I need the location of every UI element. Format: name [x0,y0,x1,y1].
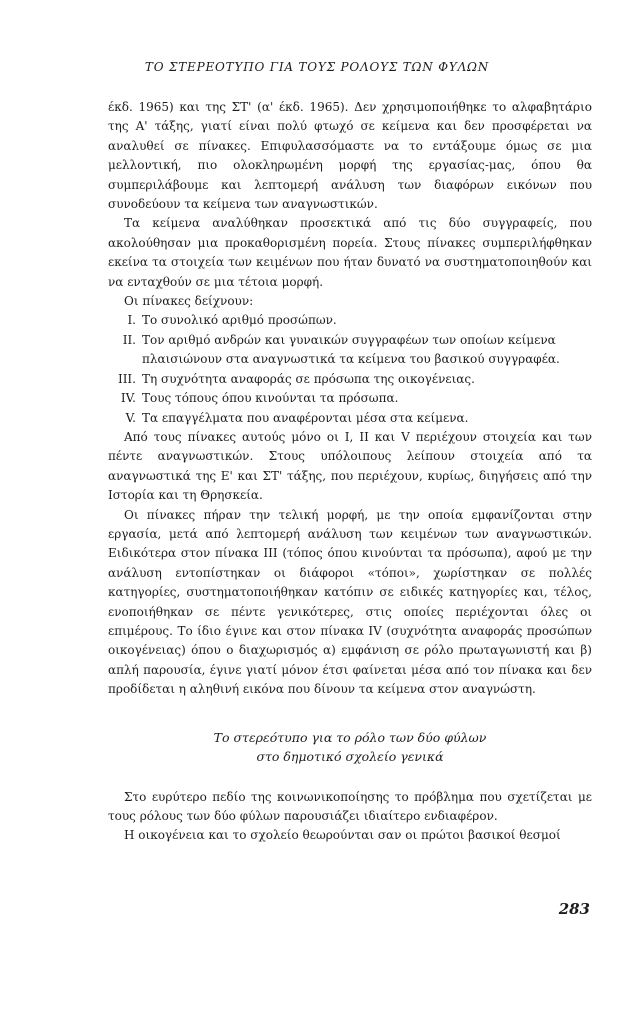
list-item [108,311,592,330]
paragraph: Από τους πίνακες αυτούς μόνο οι I, II και V περιέχουν στοιχεία και των πέντε αναγνωστικών. Στους υπόλοιπους λείπουν στοιχεία από τα αναγνωστικά της Ε' και ΣΤ' τάξης, που περιέχουν, κυρίως, διηγήσεις από την Ιστορία και τη Θρησκεία. [108,429,592,503]
paragraph: Οι πίνακες πήραν την τελική μορφή, με την οποία εμφανίζονται στην εργασία, μετά από λεπτομερή ανάλυση των κειμένων των αναγνωστικών. Ειδικότερα στον πίνακα III (τόπος όπου κινούνται τα πρόσωπα), αφού με την ανάλυση εντοπίστηκαν οι διάφοροι «τόποι», χωρίστηκαν σε πολλές κατηγορίες, συστηματοποιήθηκαν κατόπιν σε ειδικές κατηγορίες και, τέλος, ενοποιήθηκαν σε πέντε γενικότερες, στις οποίες περιέχονται όλες οι επιμέρους. Το ίδιο έγινε και στον πίνακα IV (συχνότητα αναφοράς προσώπων οικογένειας) όπου ο διαχωρισμός α) εμφάνιση σε ρόλο πρωταγωνιστή και β) απλή παρουσία, έγινε γιατί μόνον έτσι φαίνεται μέσα από τον πίνακα και δεν προδίδεται η αληθινή εικόνα που δίνουν τα κείμενα στον αναγνώστη. [108,507,592,697]
paragraph: έκδ. 1965) και της ΣΤ' (α' έκδ. 1965). Δεν χρησιμοποιήθηκε το αλφαβητάριο της Α' τάξης, γιατί είναι πολύ φτωχό σε κείμενα και δεν προσφέρεται να αναλυθεί σε πίνακες. Επιφυλασσόμαστε να το εντάξουμε όμως σε μια μελλοντική, πιο ολοκληρωμένη μορφή της εργασίας-μας, όπου θα συμπεριλάβουμε και λεπτομερή ανάλυση των διαφόρων εικόνων που συνοδεύουν τα κείμενα των αναγνωστικών. [108,100,592,212]
list-item-text: Τους τόπους όπου κινούνται τα πρόσωπα. [142,391,399,406]
section-heading-line: Το στερεότυπο για το ρόλο των δύο φύλων [213,729,487,745]
section-heading [108,728,592,766]
list-item [108,331,592,370]
list-item-text: Το συνολικό αριθμό προσώπων. [142,313,337,328]
tables-list [108,311,592,427]
list-item [108,409,592,428]
list-item-text: Τη συχνότητα αναφοράς σε πρόσωπα της οικογένειας. [142,371,475,386]
running-head: ΤΟ ΣΤΕΡΕΟΤΥΠΟ ΓΙΑ ΤΟΥΣ ΡΟΛΟΥΣ ΤΩΝ ΦΥΛΩΝ [144,60,490,74]
list-item-text: Τα επαγγέλματα που αναφέρονται μέσα στα κείμενα. [142,410,469,425]
list-item-number: V. [125,410,136,425]
list-item-number: III. [117,371,136,386]
list-item-number: IV. [120,391,136,406]
list-item-number: I. [127,313,136,328]
list-item-number: II. [122,332,136,347]
paragraph: Στο ευρύτερο πεδίο της κοινωνικοποίησης το πρόβλημα που σχετίζεται με τους ρόλους των δύο φύλων παρουσιάζει ιδιαίτερο ενδιαφέρον. [108,789,592,823]
paragraph: Η οικογένεια και το σχολείο θεωρούνται σαν οι πρώτοι βασικοί θεσμοί [124,828,561,843]
list-item [108,389,592,408]
section-heading-line: στο δημοτικό σχολείο γενικά [256,748,444,764]
page-number: 283 [558,900,590,918]
list-item-text: Τον αριθμό ανδρών και γυναικών συγγραφέων των οποίων κείμενα πλαισιώνουν στα αναγνωστικά τα κείμενα του βασικού συγγραφέα. [142,332,560,367]
list-item [108,370,592,389]
paragraph: Τα κείμενα αναλύθηκαν προσεκτικά από τις δύο συγγραφείς, που ακολούθησαν μια προκαθορισμένη πορεία. Στους πίνακες συμπεριλήφθηκαν εκείνα τα στοιχεία των κειμένων που ήταν δυνατό να συστηματοποιηθούν και να ενταχθούν σε μια τέτοια μορφή. [108,216,592,289]
paragraph: Οι πίνακες δείχνουν: [124,294,254,309]
body-text [108,98,592,846]
